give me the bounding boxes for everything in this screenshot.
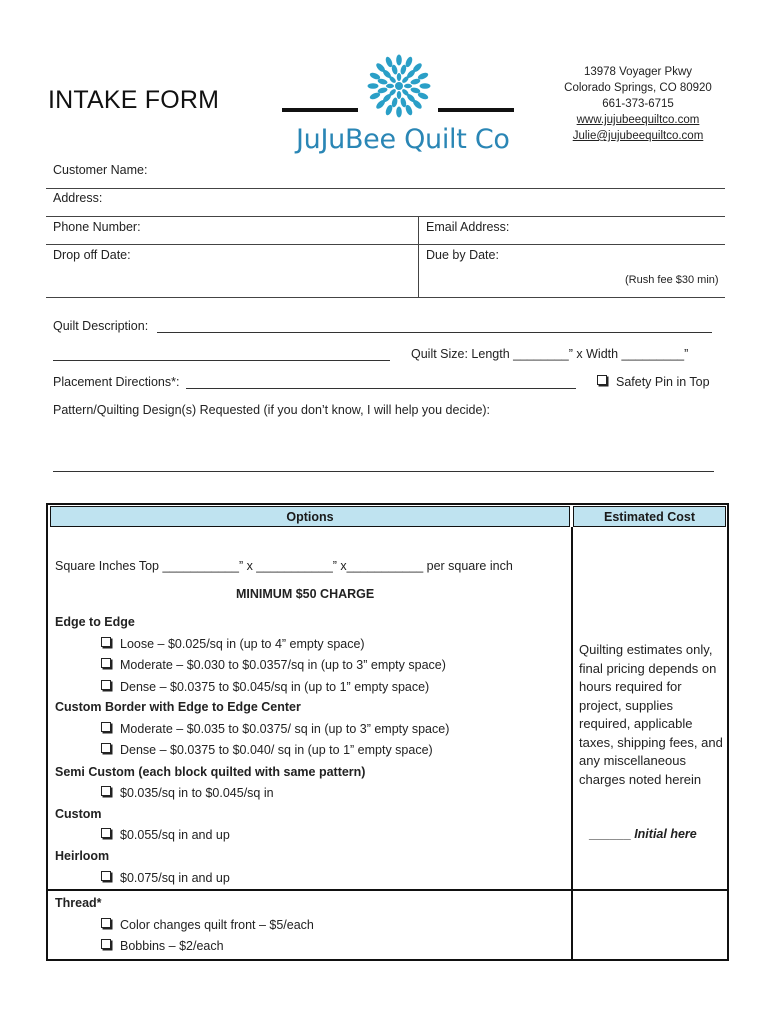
website-link[interactable]: www.jujubeequiltco.com [576,114,700,126]
safety-pin-checkbox[interactable] [597,375,607,385]
square-inches-row: Square Inches Top ___________” x ___________” x___________ per square inch [55,559,513,573]
pattern-requested-label: Pattern/Quilting Design(s) Requested (if you don’t know, I will help you decide): [53,403,491,417]
divider [46,188,725,189]
custom-label: $0.055/sq in and up [120,828,230,842]
quilt-description-line[interactable] [157,332,712,333]
custom-option[interactable] [101,828,230,842]
semi-custom-option[interactable] [101,786,274,800]
flower-petal [397,73,401,81]
custom-checkbox[interactable] [101,828,111,838]
customer-name-label: Customer Name: [53,163,148,177]
color-changes-option[interactable] [101,918,314,932]
initial-blank[interactable]: ______ [589,827,631,841]
initial-here-label: Initial here [634,827,697,841]
dense-option[interactable] [101,680,429,694]
pattern-requested-line[interactable] [53,471,714,472]
cb-moderate-label: Moderate – $0.035 to $0.0375/ sq in (up to 3” empty space) [120,722,450,736]
divider [46,297,725,298]
phone-number-label: Phone Number: [53,220,141,234]
address-label: Address: [53,191,103,205]
column-divider [418,216,419,297]
dense-label: Dense – $0.0375 to $0.045/sq in (up to 1” empty space) [120,680,430,694]
loose-label: Loose – $0.025/sq in (up to 4” empty space) [120,637,365,651]
color-changes-checkbox[interactable] [101,918,111,928]
options-header: Options [50,506,570,527]
edge-to-edge-heading: Edge to Edge [55,615,135,629]
minimum-charge: MINIMUM $50 CHARGE [236,587,375,601]
flower-logo-icon [365,52,433,120]
logo-bar-left [282,108,358,112]
cb-moderate-option[interactable] [101,722,449,736]
email-address-label: Email Address: [426,220,510,234]
loose-checkbox[interactable] [101,637,111,647]
flower-petal [404,84,412,88]
heirloom-label: $0.075/sq in and up [120,871,230,885]
table-column-divider [571,527,573,959]
moderate-option[interactable] [101,658,446,672]
safety-pin-option[interactable] [597,375,710,389]
cb-dense-label: Dense – $0.0375 to $0.040/ sq in (up to 1” empty space) [120,743,433,757]
address-phone: 661-373-6715 [602,98,674,110]
address-city: Colorado Springs, CO 80920 [564,82,712,94]
loose-option[interactable] [101,637,365,651]
bobbins-checkbox[interactable] [101,939,111,949]
estimate-note: Quilting estimates only, final pricing depends on hours required for project, supplies required, applicable taxes, shipping fees, and any miscellaneous charges noted herein [579,642,723,787]
divider [46,244,725,245]
address-street: 13978 Voyager Pkwy [583,66,693,78]
email-link[interactable]: Julie@jujubeequiltco.com [572,130,704,142]
drop-off-date-label: Drop off Date: [53,248,131,262]
logo-bar-right [438,108,514,112]
moderate-label: Moderate – $0.030 to $0.0357/sq in (up to 3” empty space) [120,658,446,672]
flower-petal [368,83,379,89]
heirloom-heading: Heirloom [55,849,110,863]
flower-petal [397,91,401,99]
heirloom-checkbox[interactable] [101,871,111,881]
semi-custom-label: $0.035/sq in to $0.045/sq in [120,786,274,800]
quilt-description-line-2[interactable] [53,360,390,361]
flower-petal [396,107,402,118]
color-changes-label: Color changes quilt front – $5/each [120,918,314,932]
dense-checkbox[interactable] [101,680,111,690]
quilt-description-label: Quilt Description: [53,319,149,333]
bobbins-label: Bobbins – $2/each [120,939,224,953]
semi-custom-heading: Semi Custom (each block quilted with same pattern) [55,765,366,779]
moderate-checkbox[interactable] [101,658,111,668]
flower-petal [386,84,394,88]
cb-moderate-checkbox[interactable] [101,722,111,732]
thread-heading: Thread* [55,896,102,910]
brand-name: JuJuBee Quilt Co [296,124,510,155]
semi-custom-checkbox[interactable] [101,786,111,796]
cb-dense-checkbox[interactable] [101,743,111,753]
initial-here[interactable] [589,827,697,841]
placement-directions-line[interactable] [186,388,576,389]
quilt-size-label: Quilt Size: Length ________” x Width _________” [411,347,689,361]
bobbins-option[interactable] [101,939,224,953]
flower-petal [420,83,431,89]
heirloom-option[interactable] [101,871,230,885]
custom-border-heading: Custom Border with Edge to Edge Center [55,700,301,714]
table-row-divider [48,889,727,891]
safety-pin-label: Safety Pin in Top [616,375,710,389]
rush-fee-note: (Rush fee $30 min) [625,274,719,286]
company-address [548,64,728,144]
cb-dense-option[interactable] [101,743,433,757]
custom-heading: Custom [55,807,102,821]
estimated-cost-header: Estimated Cost [573,506,726,527]
divider [46,216,725,217]
due-by-date-label: Due by Date: [426,248,499,262]
flower-petal [396,55,402,66]
placement-directions-label: Placement Directions*: [53,375,180,389]
form-title: INTAKE FORM [48,86,220,114]
